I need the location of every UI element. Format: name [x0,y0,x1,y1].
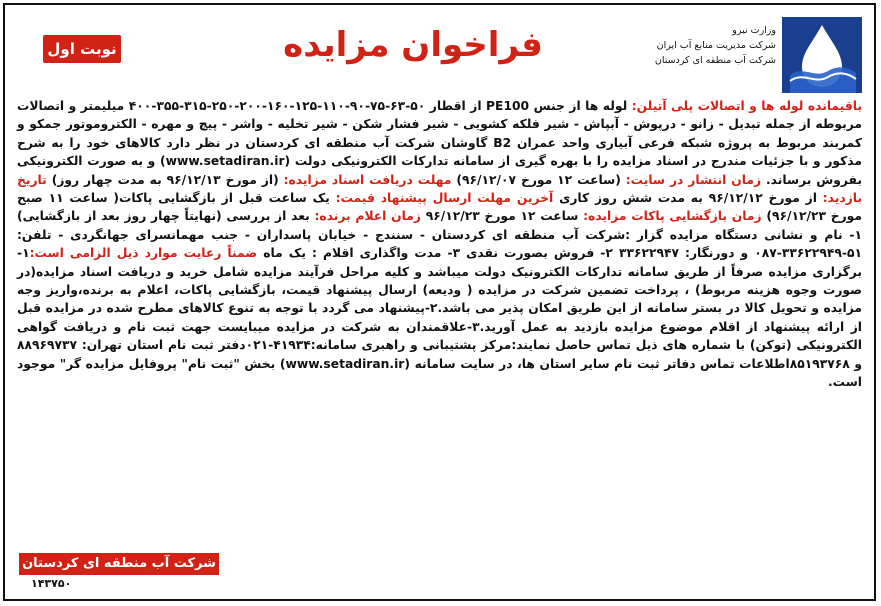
bid-deadline-label: آخرین مهلت ارسال پیشنهاد قیمت: [335,191,554,206]
bid-deadline-text: یک ساعت قبل از بازگشایی پاکات( ساعت ۱۱ صبح مورخ ۹۶/۱۲/۲۳) [17,191,862,224]
org-names [655,23,776,68]
winner-text: بعد از بررسی (نهایتاً چهار روز بعد از بازگشایی) ۱- نام و نشانی دستگاه مزایده گزار :شرکت آب منطقه ای کردستان - سنندج - خیابان پاسداران - جنب مهمانسرای جهانگردی - تلفن: ۵۱-۳۳۶۲۲۹۴۹-۰۸۷ و دورنگار: ۳۳۶۲۲۹۴۷ ۲- فروش بصورت نقدی ۳- مدت واگذاری اقلام : یک ماه [17,209,863,261]
page-title: فراخوان مزایده [283,25,543,65]
visit-label: تاریخ بازدید: [17,172,863,206]
org-line-ministry: وزارت نیرو [732,25,776,36]
notice-inner [13,11,866,595]
notes-text: ۱-برگزاری مزایده صرفاً از طریق سامانه تدارکات الکترونیک دولت میباشد و کلیه مراحل فرآیند مزایده شامل خرید و دریافت اسناد مزایده(در صورت وجوه هزینه مربوط) ، پرداخت تضمین شرکت در مزایده ( ودیعه) ارسال پیشنهاد قیمت، بازگشایی پاکات، اعلام به برنده،واریز وجه مزایده و تحویل کالا در بستر سامانه از این طریق امکان پذیر می باشد.۲-پیشنهاد می گردد با توجه به تنوع کالاهای مطرح شده در مزایده قبل از ارائه پیشنهاد از اقلام موضوع مزایده بازدید به عمل آورید.۳-علاقمندان به شرکت در مزایده میبایست جهت ثبت نام و دریافت گواهی الکترونیکی (توکن) با شماره های ذیل تماس حاصل نمایند:مرکز پشتیبانی و راهبری سامانه:۴۱۹۳۴-۰۲۱دفتر ثبت نام استان تهران: ۸۸۹۶۹۷۳۷ و ۸۵۱۹۳۷۶۸اطلاعات تماس دفاتر ثبت نام سایر استان ها، در سایت سامانه (www.setadiran.ir) بخش "ثبت نام" پروفایل مزایده گر" موجود است. [17,246,863,390]
footer-code: ۱۴۳۷۵۰ [31,577,72,590]
visit-text: از مورخ ۹۶/۱۲/۱۲ به مدت شش روز کاری [559,191,823,206]
publish-text: (ساعت ۱۲ مورخ ۹۶/۱۲/۰۷) [456,172,626,187]
notice-body [17,97,862,569]
footer-company: شرکت آب منطقه ای کردستان [19,553,219,575]
notice-frame [3,3,876,601]
opening-text: ساعت ۱۲ مورخ ۹۶/۱۲/۲۳ [425,209,584,224]
water-drop-logo-icon [782,17,862,93]
publish-label: زمان انتشار در سایت: [625,172,762,187]
notice-footer [13,551,866,589]
winner-label: زمان اعلام برنده: [314,209,421,224]
org-line-regional: شرکت آب منطقه ای کردستان [654,55,776,66]
org-line-company: شرکت مدیریت منابع آب ایران [656,40,776,51]
org-logo-block [612,15,862,93]
notice-paragraph [17,97,862,392]
notes-label: ضمناً رعایت موارد ذیل الزامی است: [29,246,258,261]
opening-label: زمان بازگشایی پاکات مزایده: [583,209,762,224]
deadline-docs-text: (از مورخ ۹۶/۱۲/۱۳ به مدت چهار روز) [51,172,284,187]
intro-label: باقیمانده لوله ها و اتصالات پلی آتیلن: [631,99,862,113]
intro-text: لوله ها از جنس PE100 از اقطار ۵۰-۶۳-۷۵-۹۰-۱۱۰-۱۲۵-۱۶۰-۲۰۰-۲۵۰-۳۱۵-۳۵۵-۴۰۰ میلیمتر و اتصالات مربوطه از جمله تبدیل - زانو - درپوش - آبپاش - شیر فلکه کشویی - شیر فشار شکن - شیر تخلیه - واشر - پیچ و مهره - الکتروموتور جمکو و کمربند مربوط به پروژه شبکه فرعی آبیاری واحد عمران B2 گاوشان شرکت آب منطقه ای کردستان در نظر دارد کالاهای خود را به شرح مذکور و با جزئیات مندرج در اسناد مزایده را با بهره گیری از سامانه تدارکات الکترونیکی دولت (www.setadiran.ir) و به صورت الکترونیکی بفروش برساند. [17,99,863,187]
round-badge: نوبت اول [43,35,121,63]
deadline-docs-label: مهلت دریافت اسناد مزایده: [283,172,452,187]
